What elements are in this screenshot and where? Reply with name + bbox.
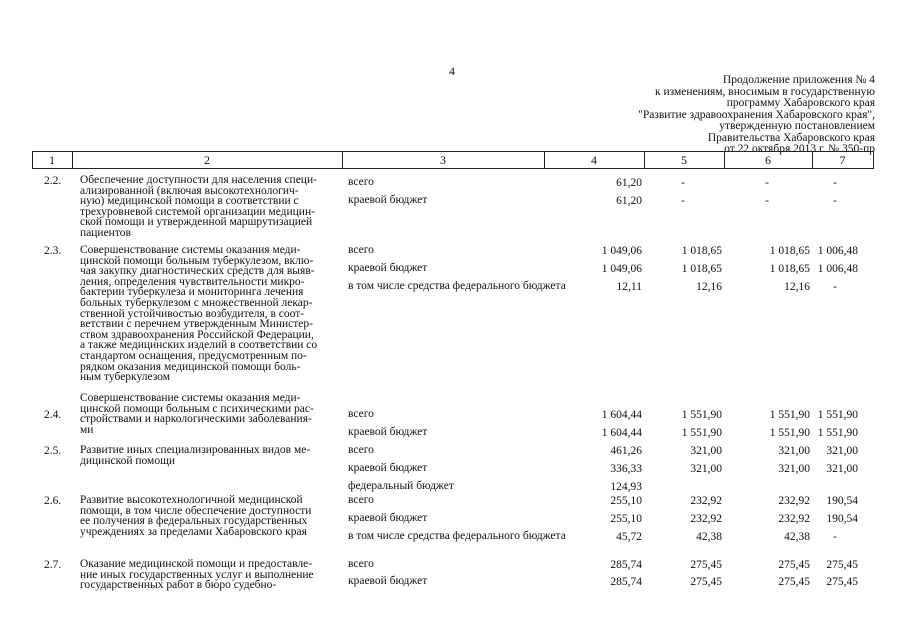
description-line: ством здравоохранения Российской Федерации, — [80, 328, 314, 341]
description-line: ным туберкулезом — [80, 371, 170, 384]
description-line: ми — [80, 423, 94, 436]
row-description — [80, 245, 342, 383]
value-col4: 461,26 — [610, 445, 642, 457]
description-line: помощи, в том числе обеспечение доступности — [80, 504, 312, 517]
value-col7: 1 551,90 — [817, 427, 858, 439]
description-line: Совершенствование системы оказания меди- — [80, 244, 301, 256]
value-col6: 275,45 — [778, 576, 810, 588]
value-col7: 1 551,90 — [817, 409, 858, 421]
row-description — [80, 445, 342, 466]
page-number: 4 — [449, 64, 455, 78]
column-header: 1 — [49, 153, 55, 167]
value-col7: - — [833, 177, 837, 189]
value-col4: 61,20 — [616, 177, 642, 189]
value-col7: - — [833, 195, 837, 207]
value-col5: 232,92 — [690, 513, 722, 525]
value-col7: - — [833, 281, 837, 293]
row-number: 2.4. — [44, 409, 62, 421]
value-col6: 275,45 — [778, 559, 810, 571]
value-col6: 1 551,90 — [769, 427, 810, 439]
value-col6: 42,38 — [784, 531, 810, 543]
value-col5: 1 018,65 — [681, 263, 722, 275]
funding-source: в том числе средства федерального бюджета — [348, 530, 566, 542]
funding-source: краевой бюджет — [348, 575, 428, 587]
value-col7: 321,00 — [826, 445, 858, 457]
value-col5: 232,92 — [690, 495, 722, 507]
description-line: ления, определения чувствительности микро- — [80, 275, 305, 288]
value-col4: 1 604,44 — [601, 427, 642, 439]
description-line: рядком оказания медицинской помощи боль- — [80, 360, 301, 373]
value-col6: 321,00 — [778, 463, 810, 475]
row-description — [80, 559, 342, 591]
value-col5: 1 018,65 — [681, 245, 722, 257]
funding-source: краевой бюджет — [348, 512, 428, 524]
value-col4: 61,20 — [616, 195, 642, 207]
value-col4: 1 604,44 — [601, 409, 642, 421]
description-line: а также медицинских изделий в соответствии со — [80, 339, 318, 352]
column-header: 7 — [839, 153, 846, 167]
value-col6: 232,92 — [778, 495, 810, 507]
value-col5: 1 551,90 — [681, 427, 722, 439]
column-header: 4 — [591, 153, 597, 167]
value-col4: 336,33 — [610, 463, 642, 475]
table-header-row — [32, 151, 874, 169]
value-col4: 12,11 — [616, 281, 642, 293]
header-line: Правительства Хабаровского края — [707, 131, 875, 144]
value-col5: 321,00 — [690, 463, 722, 475]
value-col4: 255,10 — [610, 495, 642, 507]
value-col5: 1 551,90 — [681, 409, 722, 421]
value-col4: 1 049,06 — [601, 263, 642, 275]
value-col7: 275,45 — [826, 559, 858, 571]
funding-source: всего — [348, 408, 374, 420]
value-col5: - — [681, 195, 685, 207]
funding-source: всего — [348, 244, 374, 256]
row-description — [80, 495, 342, 537]
funding-source: краевой бюджет — [348, 262, 428, 274]
column-header: 3 — [440, 153, 446, 167]
funding-source: всего — [348, 494, 374, 506]
program-table — [32, 151, 874, 592]
value-col5: 12,16 — [696, 281, 722, 293]
description-line: трехуровневой системой организации медицин- — [80, 205, 315, 218]
value-col7: - — [833, 531, 837, 543]
value-col6: - — [765, 195, 769, 207]
description-line: чая закупку диагностических средств для выяв- — [80, 265, 315, 278]
value-col7: 275,45 — [826, 576, 858, 588]
row-number: 2.2. — [44, 175, 62, 187]
description-line: Развитие высокотехнологичной медицинской — [80, 494, 303, 506]
funding-source: всего — [348, 176, 374, 188]
value-col5: 275,45 — [690, 576, 722, 588]
description-line: Совершенствование системы оказания меди- — [80, 392, 301, 404]
funding-source: краевой бюджет — [348, 194, 428, 206]
value-col7: 1 006,48 — [817, 263, 858, 275]
header-line: Продолжение приложения № 4 — [722, 74, 875, 86]
value-col6: 232,92 — [778, 513, 810, 525]
funding-source: в том числе средства федерального бюджета — [348, 280, 566, 292]
description-line: Развитие иных специализированных видов ме- — [80, 444, 311, 456]
description-line: Оказание медицинской помощи и предоставле- — [80, 558, 313, 570]
description-line: цинской помощи больным с психическими рас- — [80, 402, 314, 415]
value-col6: 321,00 — [778, 445, 810, 457]
funding-source: всего — [348, 558, 374, 570]
value-col4: 255,10 — [610, 513, 642, 525]
column-header: 2 — [204, 153, 210, 167]
column-header: 6 — [765, 153, 771, 167]
header-line: "Развитие здравоохранения Хабаровского края", — [638, 108, 875, 121]
description-line: дицинской помощи — [80, 454, 176, 467]
value-col6: 1 551,90 — [769, 409, 810, 421]
description-line: стандартом оснащения, предусмотренным по- — [80, 349, 307, 362]
value-col6: 1 018,65 — [769, 263, 810, 275]
column-header: 5 — [681, 153, 687, 167]
value-col7: 190,54 — [826, 513, 858, 525]
description-line: ализированной (включая высокотехнологич- — [80, 184, 299, 197]
row-description — [80, 175, 342, 239]
description-line: ветствии с перечнем утвержденным Министер- — [80, 318, 313, 331]
appendix-header — [575, 75, 875, 156]
description-line: стройствами и наркологическими заболевания- — [80, 413, 312, 426]
description-line: Обеспечение доступности для населения специ- — [80, 174, 317, 186]
description-line: пациентов — [80, 226, 131, 239]
value-col5: 275,45 — [690, 559, 722, 571]
value-col4: 285,74 — [610, 576, 642, 588]
header-line: к изменениям, вносимым в государственную — [655, 85, 875, 98]
description-line: ее получения в федеральных государственных — [80, 515, 308, 528]
description-line: ние иных государственных услуг и выполнение — [80, 568, 314, 581]
row-number: 2.6. — [44, 495, 62, 507]
description-line: ственной устойчивостью возбудителя, в соот- — [80, 307, 305, 320]
value-col4: 124,93 — [610, 481, 642, 493]
funding-source: краевой бюджет — [348, 426, 428, 438]
description-line: учреждениях за пределами Хабаровского края — [80, 525, 307, 538]
funding-source: всего — [348, 444, 374, 456]
header-line: от 22 октября 2013 г. № 350-пр — [724, 143, 875, 155]
row-number: 2.5. — [44, 445, 62, 457]
funding-source: федеральный бюджет — [348, 480, 454, 492]
value-col7: 321,00 — [826, 463, 858, 475]
description-line: ской помощи и утвержденной маршрутизацией — [80, 216, 313, 229]
header-line: утвержденную постановлением — [719, 120, 875, 132]
value-col6: 12,16 — [784, 281, 810, 293]
header-line: программу Хабаровского края — [726, 97, 875, 109]
value-col6: - — [765, 177, 769, 189]
description-line: ную) медицинской помощи в соответствии с — [80, 195, 299, 208]
value-col5: 42,38 — [696, 531, 722, 543]
value-col4: 285,74 — [610, 559, 642, 571]
value-col4: 1 049,06 — [601, 245, 642, 257]
description-line: больных туберкулезом с множественной лекар- — [80, 296, 313, 309]
description-line: бактерии туберкулеза и мониторинга лечения — [80, 286, 304, 299]
value-col7: 190,54 — [826, 495, 858, 507]
description-line: цинской помощи больным туберкулезом, вклю- — [80, 254, 314, 267]
value-col6: 1 018,65 — [769, 245, 810, 257]
value-col5: 321,00 — [690, 445, 722, 457]
row-number: 2.7. — [44, 559, 62, 571]
value-col4: 45,72 — [616, 531, 642, 543]
row-description — [80, 393, 342, 435]
value-col5: - — [681, 177, 685, 189]
row-number: 2.3. — [44, 245, 62, 257]
funding-source: краевой бюджет — [348, 462, 428, 474]
value-col7: 1 006,48 — [817, 245, 858, 257]
description-line: государственных работ в бюро судебно- — [80, 579, 277, 592]
